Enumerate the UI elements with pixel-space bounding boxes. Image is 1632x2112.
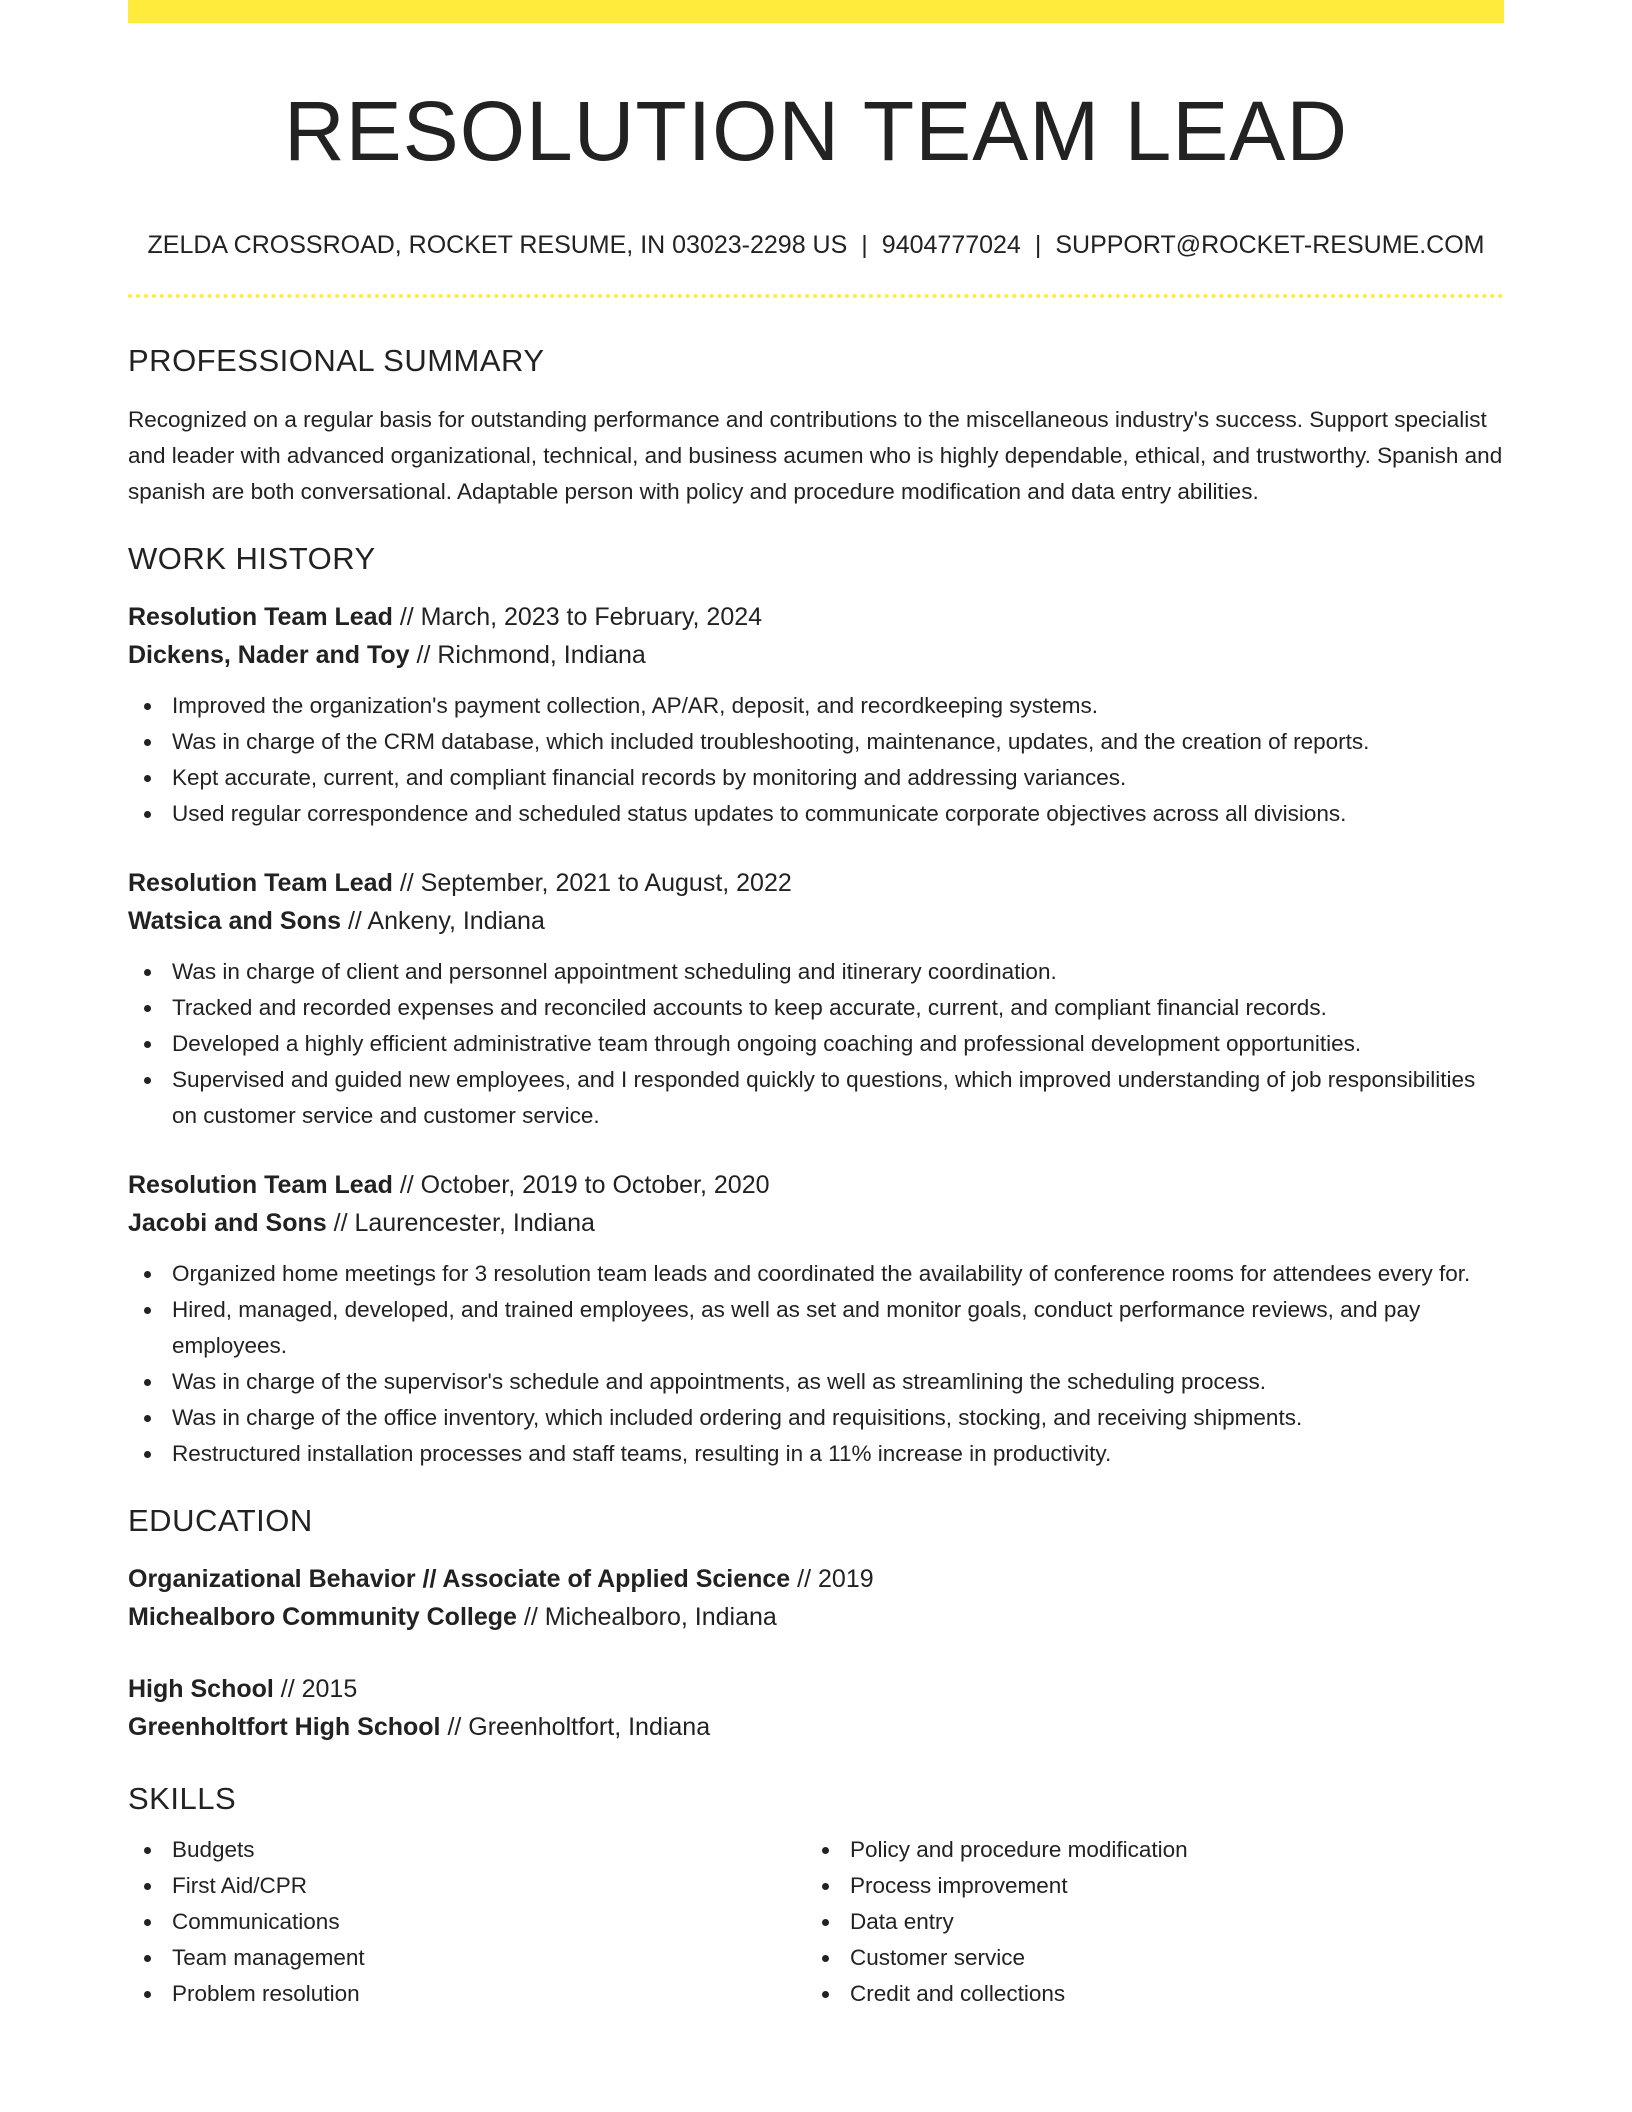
education-degree-line xyxy=(128,1670,1504,1708)
skill-item: Credit and collections xyxy=(806,1976,1484,2012)
job-bullet: Kept accurate, current, and compliant financial records by monitoring and addressing variances. xyxy=(128,760,1504,796)
skills-list-right xyxy=(806,1832,1484,2012)
job-entry xyxy=(128,864,1504,1134)
skill-item: Process improvement xyxy=(806,1868,1484,1904)
job-bullet: Used regular correspondence and scheduled status updates to communicate corporate objectives across all divisions. xyxy=(128,796,1504,832)
summary-text: Recognized on a regular basis for outstanding performance and contributions to the miscellaneous industry's success. Support specialist and leader with advanced organizational, technical, and business acumen who is highly dependable, ethical, and trustworthy. Spanish and spanish are both conversational. Adaptable person with policy and procedure modification and data entry abilities. xyxy=(128,407,1503,504)
resume-page xyxy=(128,0,1504,2012)
job-bullets xyxy=(128,954,1504,1134)
job-entry xyxy=(128,1166,1504,1472)
job-location: // Ankeny, Indiana xyxy=(347,907,545,935)
education-entry xyxy=(128,1560,1504,1636)
job-company-line xyxy=(128,636,1504,674)
job-title: Resolution Team Lead xyxy=(128,603,393,631)
education-location: // Michealboro, Indiana xyxy=(523,1603,777,1631)
accent-top-bar xyxy=(128,0,1504,23)
skill-item: Budgets xyxy=(128,1832,806,1868)
job-company: Dickens, Nader and Toy xyxy=(128,641,410,669)
job-bullet: Was in charge of client and personnel appointment scheduling and itinerary coordination. xyxy=(128,954,1504,990)
education-school-line xyxy=(128,1598,1504,1636)
contact-separator: | xyxy=(1034,231,1042,259)
skill-item: Customer service xyxy=(806,1940,1484,1976)
job-title: Resolution Team Lead xyxy=(128,869,393,897)
job-location: // Laurencester, Indiana xyxy=(333,1209,595,1237)
education-year: // 2019 xyxy=(797,1565,874,1593)
skill-item: Team management xyxy=(128,1940,806,1976)
education-location: // Greenholtfort, Indiana xyxy=(447,1713,711,1741)
skills-list-left xyxy=(128,1832,806,2012)
education-degree: Organizational Behavior // Associate of Applied Science xyxy=(128,1565,791,1593)
skill-item: Data entry xyxy=(806,1904,1484,1940)
job-dates: // March, 2023 to February, 2024 xyxy=(399,603,763,631)
job-company: Jacobi and Sons xyxy=(128,1209,327,1237)
contact-address: ZELDA CROSSROAD, ROCKET RESUME, IN 03023-2298 US xyxy=(147,231,848,259)
job-dates: // September, 2021 to August, 2022 xyxy=(399,869,792,897)
education-year: // 2015 xyxy=(280,1675,358,1703)
job-company: Watsica and Sons xyxy=(128,907,342,935)
skills-columns xyxy=(128,1832,1504,2012)
job-company-line xyxy=(128,902,1504,940)
work-history-heading: WORK HISTORY xyxy=(128,541,376,576)
job-bullet: Was in charge of the office inventory, which included ordering and requisitions, stocking, and receiving shipments. xyxy=(128,1400,1504,1436)
job-bullets xyxy=(128,688,1504,832)
job-location: // Richmond, Indiana xyxy=(416,641,646,669)
job-bullet: Restructured installation processes and staff teams, resulting in a 11% increase in productivity. xyxy=(128,1436,1504,1472)
contact-phone: 9404777024 xyxy=(881,231,1021,259)
education-school: Michealboro Community College xyxy=(128,1603,517,1631)
skill-item: Problem resolution xyxy=(128,1976,806,2012)
skills-heading: SKILLS xyxy=(128,1781,237,1816)
education-school: Greenholtfort High School xyxy=(128,1713,441,1741)
job-bullet: Was in charge of the supervisor's schedule and appointments, as well as streamlining the scheduling process. xyxy=(128,1364,1504,1400)
summary-heading: PROFESSIONAL SUMMARY xyxy=(128,343,545,378)
dotted-divider xyxy=(128,294,1504,298)
skill-item: First Aid/CPR xyxy=(128,1868,806,1904)
job-bullet: Was in charge of the CRM database, which included troubleshooting, maintenance, updates, and the creation of reports. xyxy=(128,724,1504,760)
job-bullet: Developed a highly efficient administrative team through ongoing coaching and professional development opportunities. xyxy=(128,1026,1504,1062)
job-title-line xyxy=(128,1166,1504,1204)
job-title-line xyxy=(128,598,1504,636)
job-entry xyxy=(128,598,1504,832)
job-company-line xyxy=(128,1204,1504,1242)
job-bullet: Improved the organization's payment collection, AP/AR, deposit, and recordkeeping systems. xyxy=(128,688,1504,724)
education-heading: EDUCATION xyxy=(128,1503,313,1538)
education-degree-line xyxy=(128,1560,1504,1598)
job-bullet: Tracked and recorded expenses and reconciled accounts to keep accurate, current, and compliant financial records. xyxy=(128,990,1504,1026)
education-degree: High School xyxy=(128,1675,274,1703)
skill-item: Communications xyxy=(128,1904,806,1940)
page-title: RESOLUTION TEAM LEAD xyxy=(283,84,1348,178)
contact-line xyxy=(128,229,1504,261)
job-bullets xyxy=(128,1256,1504,1472)
education-entry xyxy=(128,1670,1504,1746)
job-bullet: Organized home meetings for 3 resolution team leads and coordinated the availability of conference rooms for attendees every for. xyxy=(128,1256,1504,1292)
education-school-line xyxy=(128,1708,1504,1746)
job-bullet: Supervised and guided new employees, and I responded quickly to questions, which improved understanding of job responsibilities on customer service and customer service. xyxy=(128,1062,1504,1134)
job-title-line xyxy=(128,864,1504,902)
skill-item: Policy and procedure modification xyxy=(806,1832,1484,1868)
job-bullet: Hired, managed, developed, and trained employees, as well as set and monitor goals, conduct performance reviews, and pay employees. xyxy=(128,1292,1504,1364)
job-dates: // October, 2019 to October, 2020 xyxy=(399,1171,770,1199)
job-title: Resolution Team Lead xyxy=(128,1171,393,1199)
contact-email: SUPPORT@ROCKET-RESUME.COM xyxy=(1055,231,1485,259)
contact-separator: | xyxy=(861,231,868,259)
